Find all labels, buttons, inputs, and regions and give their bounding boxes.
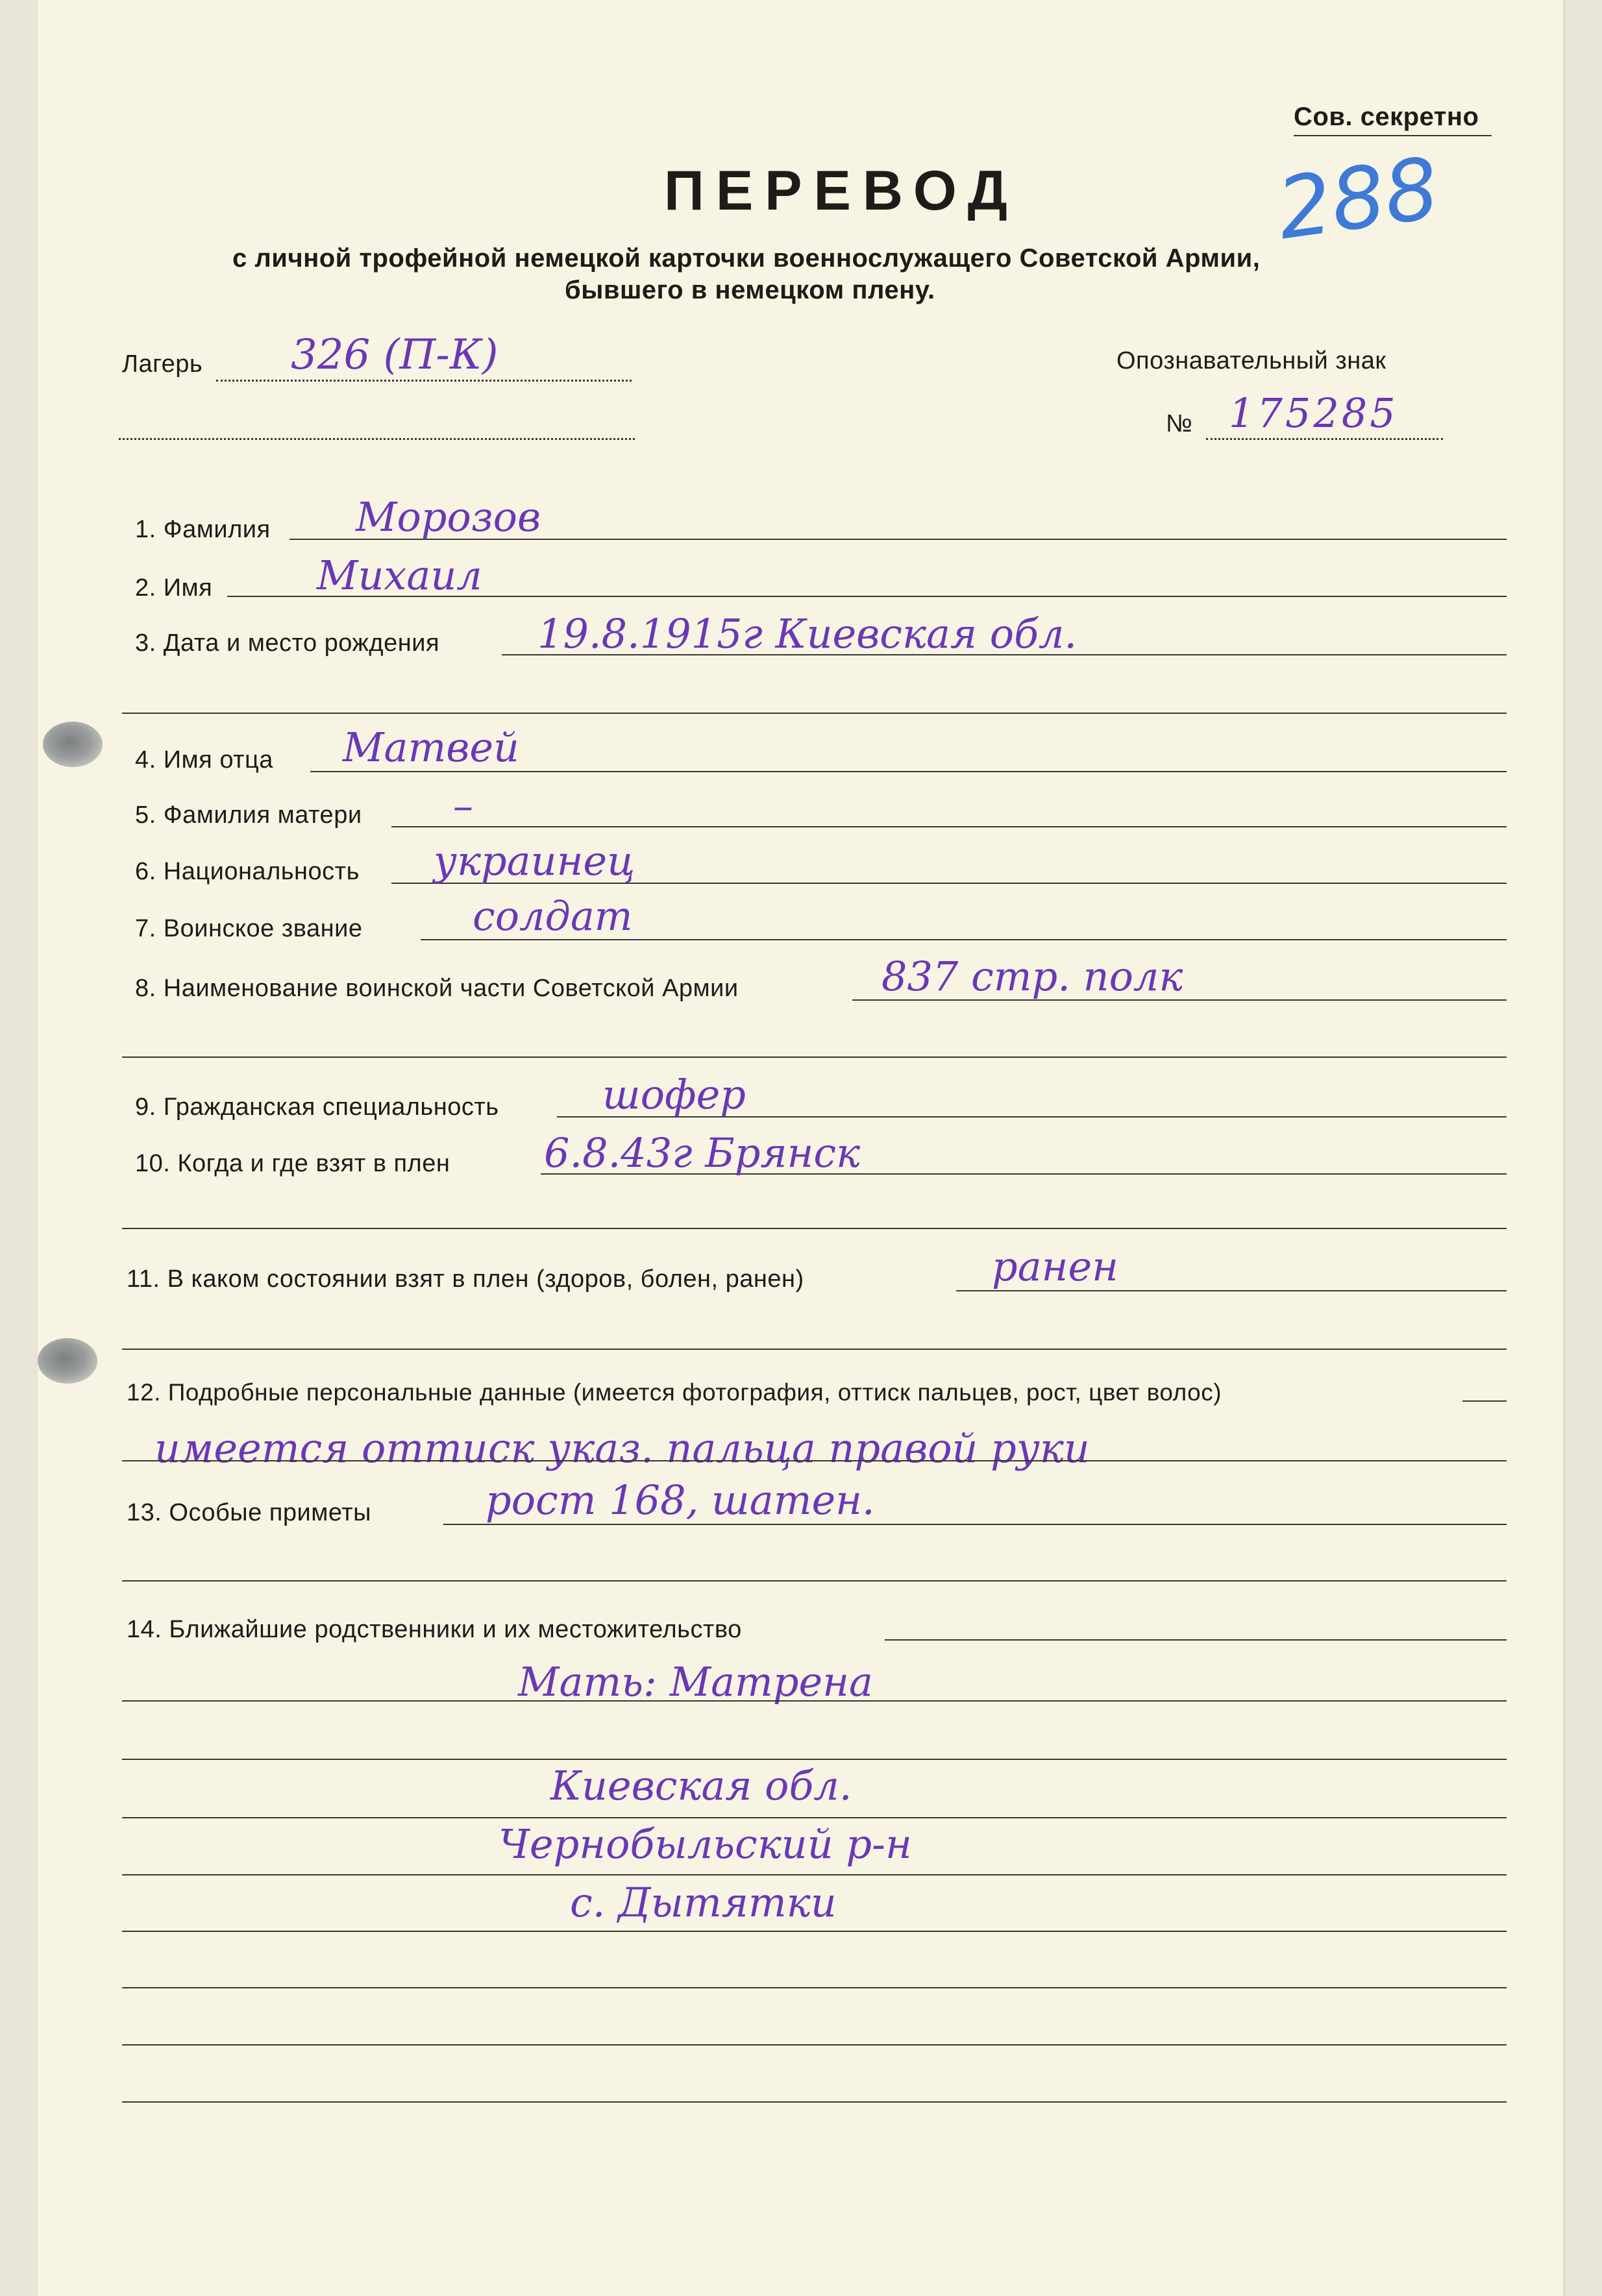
punch-hole [38,1338,97,1384]
relatives-line-8 [122,2101,1507,2103]
field-9-label: 9. Гражданская специальность [135,1093,499,1121]
field-10-value: 6.8.43г Брянск [544,1129,861,1177]
field-2-label: 2. Имя [135,574,213,602]
field-14-label: 14. Ближайшие родственники и их местожительство [127,1616,742,1643]
camp-second-line [119,438,635,440]
document-sheet [38,0,1563,2296]
subtitle-line-2: бывшего в немецком плену. [565,276,935,304]
relative-name: Мать: Матрена [518,1658,874,1705]
field-12-line [122,1460,1507,1461]
id-number-sign: № [1166,410,1193,437]
relatives-line-5 [122,1931,1507,1932]
field-4-line [310,771,1507,772]
field-11-label: 11. В каком состоянии взят в плен (здоров, болен, ранен) [127,1265,804,1293]
field-12-end-line [1462,1400,1507,1402]
field-8-label: 8. Наименование воинской части Советской Армии [135,975,739,1002]
field-13-label: 13. Особые приметы [127,1499,371,1526]
field-14-line [885,1639,1507,1641]
field-8-second-line [122,1056,1507,1058]
relatives-line-7 [122,2044,1507,2046]
relative-address-region: Киевская обл. [550,1762,852,1809]
field-13-second-line [122,1580,1507,1582]
field-1-label: 1. Фамилия [135,516,271,543]
field-5-line [391,826,1507,827]
camp-line [216,380,632,382]
id-number-value: 175285 [1229,389,1398,437]
field-9-value: шофер [602,1071,746,1118]
relatives-line-6 [122,1987,1507,1988]
field-5-label: 5. Фамилия матери [135,801,362,829]
field-11-value: ранен [992,1243,1119,1290]
field-2-value: Михаил [317,552,482,599]
classification-label: Сов. секретно [1294,103,1479,131]
field-4-label: 4. Имя отца [135,746,273,774]
relatives-line-3 [122,1817,1507,1818]
relatives-line-1 [122,1700,1507,1702]
field-3-label: 3. Дата и место рождения [135,629,440,657]
field-6-label: 6. Национальность [135,858,360,885]
field-12-label: 12. Подробные персональные данные (имеется фотография, оттиск пальцев, рост, цвет волос) [127,1379,1222,1406]
field-13-value: рост 168, шатен. [486,1476,875,1524]
field-12-value: имеется оттиск указ. пальца правой руки [154,1424,1090,1472]
field-10-second-line [122,1228,1507,1229]
field-11-second-line [122,1349,1507,1350]
field-1-value: Морозов [356,493,541,541]
field-4-value: Матвей [343,724,519,771]
relatives-line-2 [122,1759,1507,1760]
field-6-value: украинец [434,837,635,885]
field-7-label: 7. Воинское звание [135,915,363,942]
subtitle-line-1: с личной трофейной немецкой карточки военнослужащего Советской Армии, [232,244,1261,273]
field-10-label: 10. Когда и где взят в плен [135,1150,450,1177]
id-number-line [1206,438,1443,440]
document-title: ПЕРЕВОД [664,160,1019,222]
classification-underline [1294,135,1492,136]
field-8-value: 837 стр. полк [881,953,1183,1000]
field-11-line [956,1290,1507,1291]
camp-value: 326 (П-К) [291,331,499,379]
relative-address-village: с. Дытятки [570,1879,837,1926]
field-13-line [443,1524,1507,1525]
camp-label: Лагерь [122,350,203,378]
relatives-line-4 [122,1874,1507,1875]
field-3-second-line [122,713,1507,714]
field-7-value: солдат [473,892,633,940]
stamp-number: 288 [1271,138,1445,259]
id-tag-label: Опознавательный знак [1116,347,1386,374]
field-3-value: 19.8.1915г Киевская обл. [537,610,1078,657]
punch-hole [43,722,103,767]
relative-address-district: Чернобыльский р-н [499,1820,912,1868]
field-5-value: – [453,782,473,829]
